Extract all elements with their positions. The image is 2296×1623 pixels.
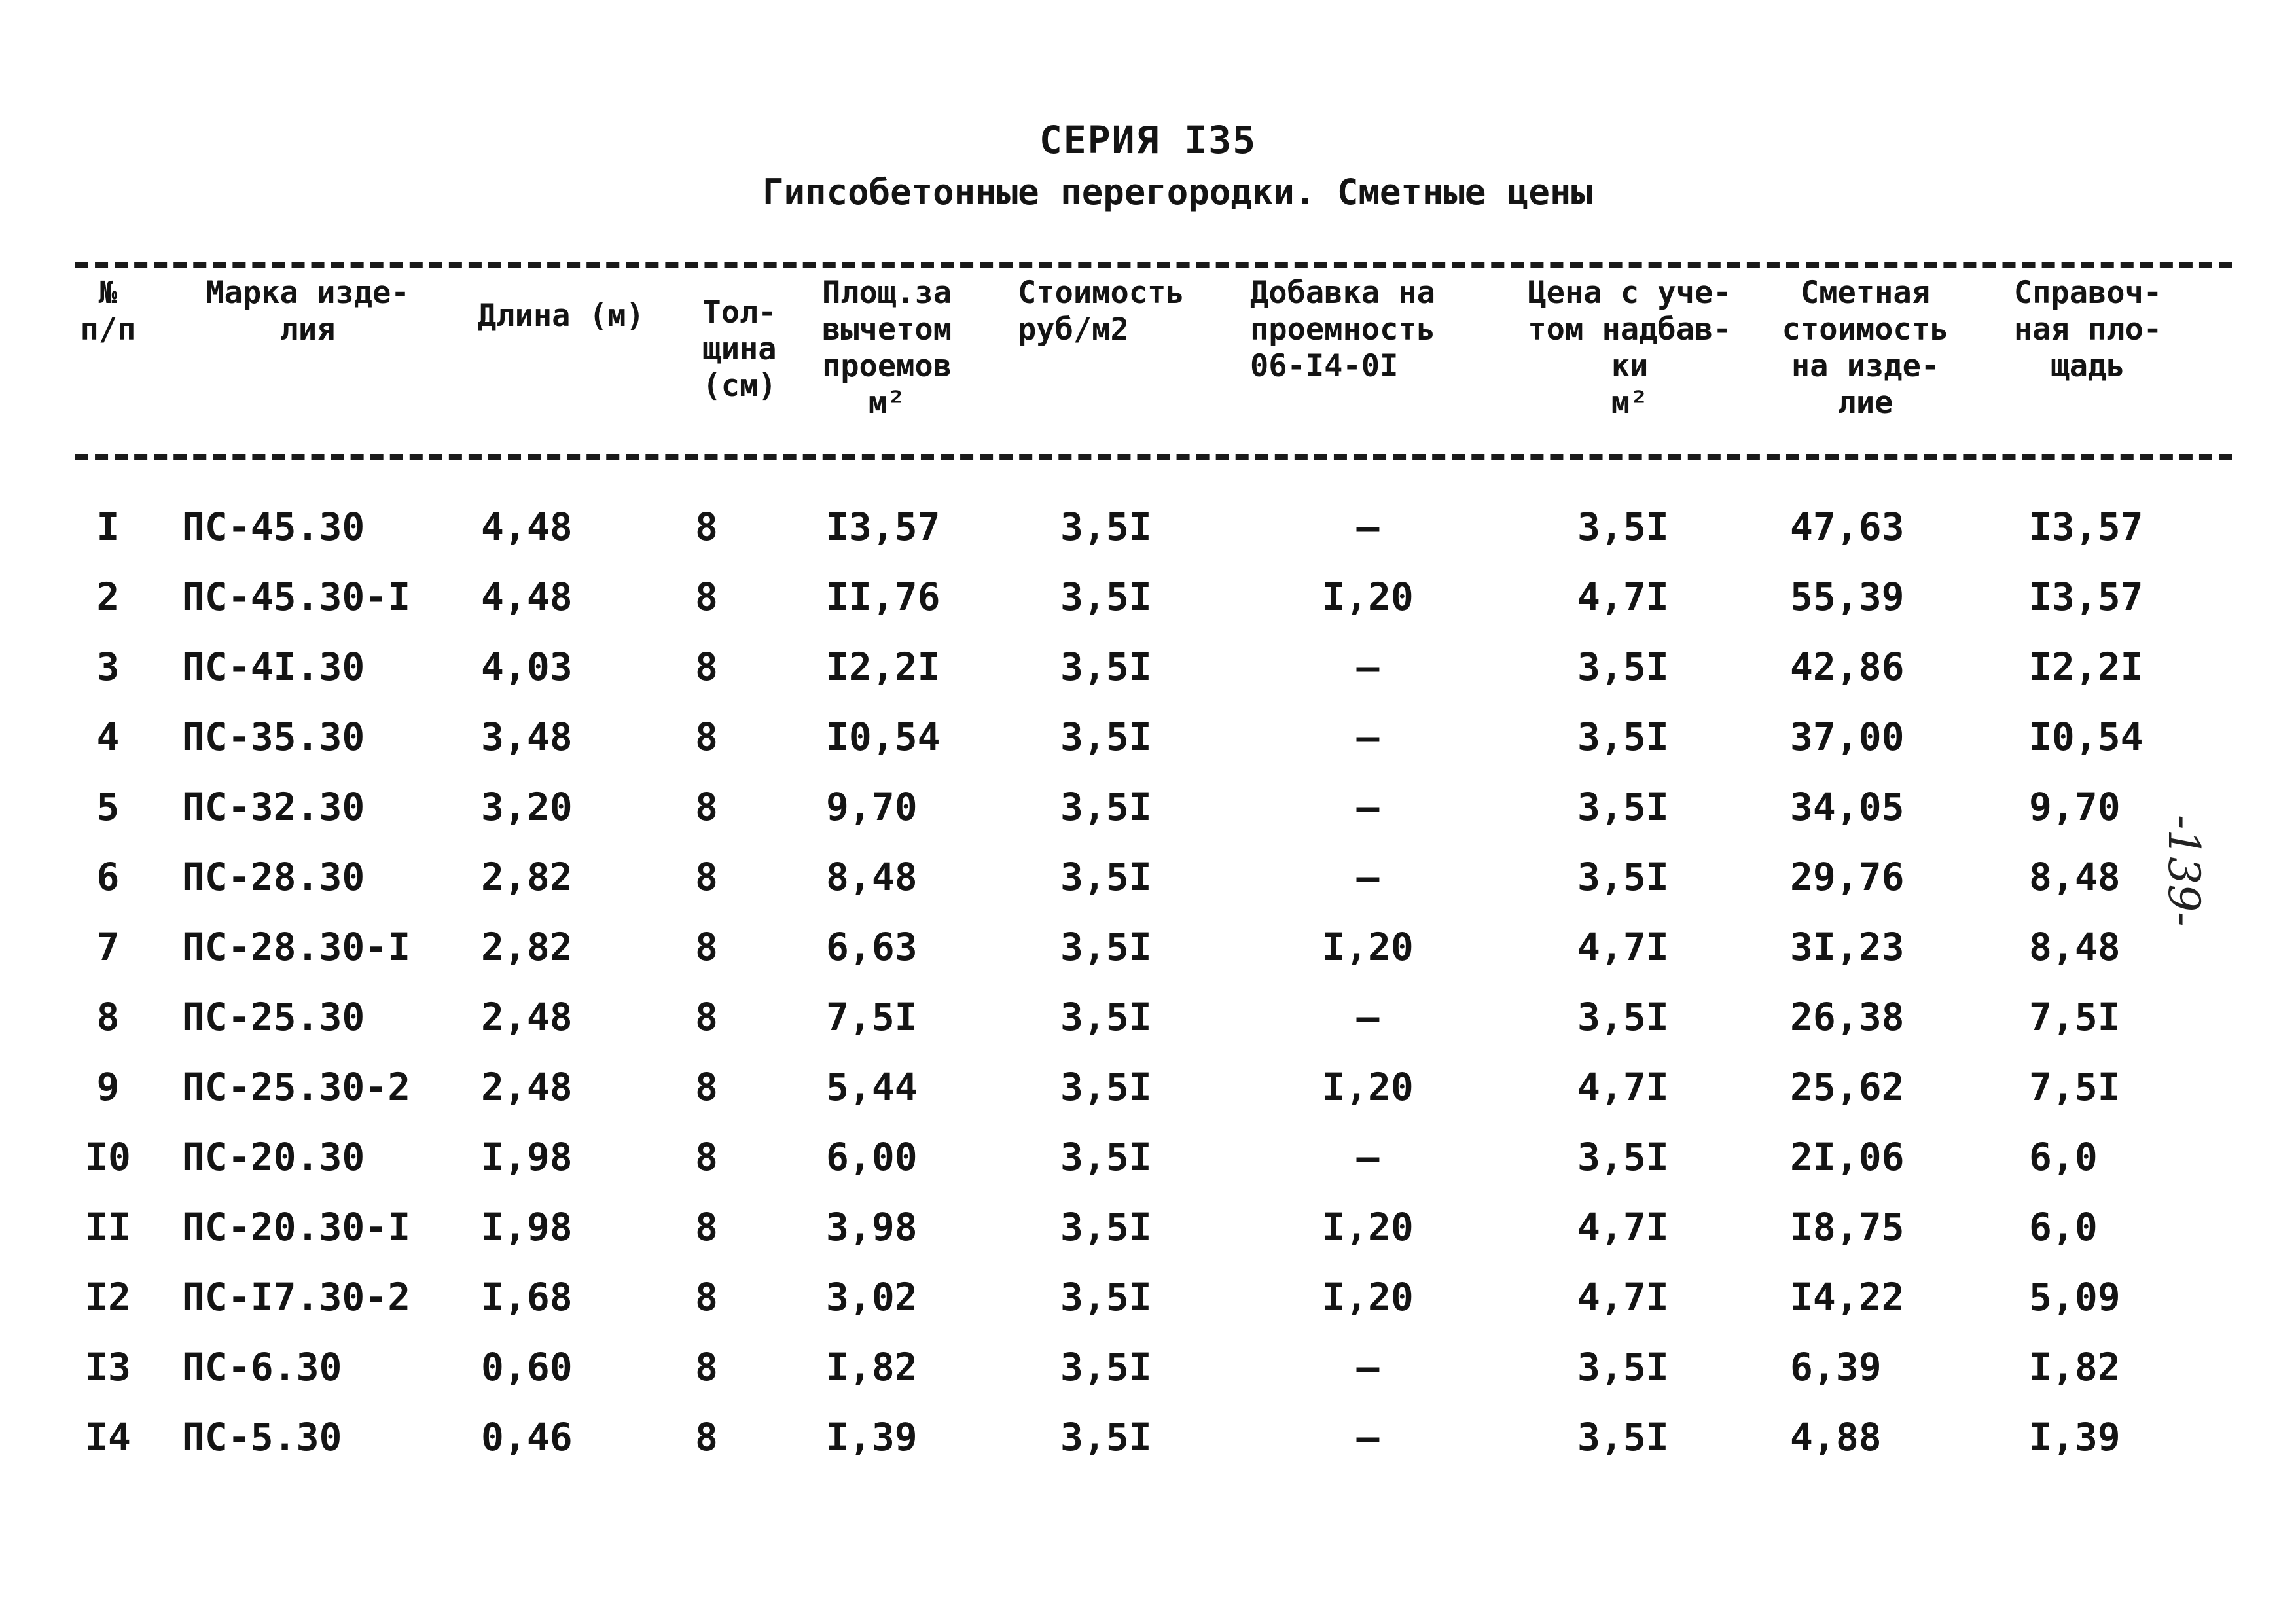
product-mark: ПС-I7.30-2 [182, 1275, 411, 1319]
thickness-value: 8 [695, 1205, 718, 1249]
row-number: I4 [85, 1415, 131, 1459]
price-value: 3,5I [1577, 995, 1669, 1039]
reference-area-value: I2,2I [2029, 645, 2144, 689]
product-mark: ПС-25.30 [182, 995, 365, 1039]
price-value: 3,5I [1577, 715, 1669, 759]
thickness-value: 8 [695, 575, 718, 619]
header-thickness: Тол- щина (см) [702, 294, 777, 404]
area-value: 3,98 [826, 1205, 918, 1249]
length-value: 3,48 [481, 715, 573, 759]
cost-value: 3,5I [1060, 1275, 1152, 1319]
table-row [0, 1128, 2296, 1186]
estimated-cost-value: 2I,06 [1790, 1135, 1905, 1179]
thickness-value: 8 [695, 1345, 718, 1389]
row-number: 7 [96, 925, 120, 969]
estimated-cost-value: 25,62 [1790, 1065, 1905, 1109]
price-value: 4,7I [1577, 575, 1669, 619]
header-reference: Справоч- ная пло- щадь [2013, 275, 2162, 384]
reference-area-value: I3,57 [2029, 575, 2144, 619]
addition-value: – [1356, 715, 1380, 759]
length-value: 3,20 [481, 785, 573, 829]
price-value: 3,5I [1577, 645, 1669, 689]
product-mark: ПС-28.30-I [182, 925, 411, 969]
area-value: 7,5I [826, 995, 918, 1039]
row-number: I0 [85, 1135, 131, 1179]
thickness-value: 8 [695, 995, 718, 1039]
length-value: I,98 [481, 1205, 573, 1249]
addition-value: I,20 [1322, 1065, 1414, 1109]
reference-area-value: I0,54 [2029, 715, 2144, 759]
cost-value: 3,5I [1060, 1345, 1152, 1389]
area-value: II,76 [826, 575, 941, 619]
cost-value: 3,5I [1060, 505, 1152, 549]
product-mark: ПС-4I.30 [182, 645, 365, 689]
cost-value: 3,5I [1060, 1135, 1152, 1179]
reference-area-value: 7,5I [2029, 1065, 2121, 1109]
price-value: 3,5I [1577, 855, 1669, 899]
row-number: 9 [96, 1065, 120, 1109]
table-row [0, 847, 2296, 906]
price-value: 4,7I [1577, 1065, 1669, 1109]
reference-area-value: I,82 [2029, 1345, 2121, 1389]
row-number: 5 [96, 785, 120, 829]
price-value: 3,5I [1577, 1135, 1669, 1179]
area-value: I0,54 [826, 715, 941, 759]
cost-value: 3,5I [1060, 1415, 1152, 1459]
length-value: 2,82 [481, 925, 573, 969]
cost-value: 3,5I [1060, 925, 1152, 969]
table-row [0, 1338, 2296, 1397]
header-length: Длина (м) [478, 298, 645, 334]
thickness-value: 8 [695, 925, 718, 969]
product-mark: ПС-20.30 [182, 1135, 365, 1179]
reference-area-value: 8,48 [2029, 855, 2121, 899]
estimated-cost-value: I4,22 [1790, 1275, 1905, 1319]
cost-value: 3,5I [1060, 1205, 1152, 1249]
header-area: Площ.за вычетом проемов м² [821, 275, 952, 421]
area-value: I3,57 [826, 505, 941, 549]
area-value: 6,00 [826, 1135, 918, 1179]
area-value: I2,2I [826, 645, 941, 689]
estimated-cost-value: 37,00 [1790, 715, 1905, 759]
reference-area-value: 7,5I [2029, 995, 2121, 1039]
table-row [0, 1268, 2296, 1327]
thickness-value: 8 [695, 1135, 718, 1179]
length-value: I,68 [481, 1275, 573, 1319]
thickness-value: 8 [695, 1065, 718, 1109]
price-value: 4,7I [1577, 925, 1669, 969]
cost-value: 3,5I [1060, 1065, 1152, 1109]
thickness-value: 8 [695, 785, 718, 829]
area-value: 9,70 [826, 785, 918, 829]
area-value: 3,02 [826, 1275, 918, 1319]
addition-value: – [1356, 785, 1380, 829]
estimated-cost-value: 26,38 [1790, 995, 1905, 1039]
price-value: 3,5I [1577, 785, 1669, 829]
cost-value: 3,5I [1060, 715, 1152, 759]
estimated-cost-value: 34,05 [1790, 785, 1905, 829]
product-mark: ПС-35.30 [182, 715, 365, 759]
price-value: 4,7I [1577, 1205, 1669, 1249]
length-value: 2,48 [481, 995, 573, 1039]
row-number: 8 [96, 995, 120, 1039]
thickness-value: 8 [695, 1275, 718, 1319]
reference-area-value: 5,09 [2029, 1275, 2121, 1319]
estimated-cost-value: 47,63 [1790, 505, 1905, 549]
addition-value: I,20 [1322, 1205, 1414, 1249]
thickness-value: 8 [695, 1415, 718, 1459]
table-row [0, 777, 2296, 836]
header-cost: Стоимость руб/м2 [1018, 275, 1185, 348]
estimated-cost-value: I8,75 [1790, 1205, 1905, 1249]
product-mark: ПС-45.30 [182, 505, 365, 549]
estimated-cost-value: 6,39 [1790, 1345, 1882, 1389]
table-row [0, 918, 2296, 976]
addition-value: – [1356, 505, 1380, 549]
cost-value: 3,5I [1060, 645, 1152, 689]
product-mark: ПС-5.30 [182, 1415, 342, 1459]
addition-value: – [1356, 1135, 1380, 1179]
estimated-cost-value: 42,86 [1790, 645, 1905, 689]
area-value: 5,44 [826, 1065, 918, 1109]
table-row [0, 988, 2296, 1046]
header-num: № п/п [80, 275, 136, 348]
length-value: 0,60 [481, 1345, 573, 1389]
addition-value: – [1356, 855, 1380, 899]
product-mark: ПС-6.30 [182, 1345, 342, 1389]
price-value: 4,7I [1577, 1275, 1669, 1319]
reference-area-value: 6,0 [2029, 1205, 2098, 1249]
addition-value: I,20 [1322, 1275, 1414, 1319]
product-mark: ПС-45.30-I [182, 575, 411, 619]
reference-area-value: I,39 [2029, 1415, 2121, 1459]
row-number: 3 [96, 645, 120, 689]
header-bottom-rule [75, 454, 2232, 460]
header-top-rule [75, 262, 2232, 268]
thickness-value: 8 [695, 645, 718, 689]
row-number: I [96, 505, 120, 549]
table-row [0, 707, 2296, 766]
header-addition: Добавка на проемность 06-I4-0I [1250, 275, 1435, 384]
price-value: 3,5I [1577, 505, 1669, 549]
estimated-cost-value: 3I,23 [1790, 925, 1905, 969]
length-value: 2,82 [481, 855, 573, 899]
area-value: I,39 [826, 1415, 918, 1459]
row-number: 4 [96, 715, 120, 759]
table-row [0, 1058, 2296, 1116]
cost-value: 3,5I [1060, 785, 1152, 829]
area-value: 6,63 [826, 925, 918, 969]
addition-value: I,20 [1322, 575, 1414, 619]
cost-value: 3,5I [1060, 855, 1152, 899]
product-mark: ПС-32.30 [182, 785, 365, 829]
reference-area-value: 9,70 [2029, 785, 2121, 829]
addition-value: – [1356, 995, 1380, 1039]
product-mark: ПС-25.30-2 [182, 1065, 411, 1109]
table-row [0, 567, 2296, 626]
area-value: 8,48 [826, 855, 918, 899]
addition-value: – [1356, 1345, 1380, 1389]
reference-area-value: I3,57 [2029, 505, 2144, 549]
thickness-value: 8 [695, 715, 718, 759]
thickness-value: 8 [695, 855, 718, 899]
area-value: I,82 [826, 1345, 918, 1389]
product-mark: ПС-28.30 [182, 855, 365, 899]
estimated-cost-value: 55,39 [1790, 575, 1905, 619]
length-value: 0,46 [481, 1415, 573, 1459]
table-row [0, 1198, 2296, 1257]
table-row [0, 497, 2296, 556]
reference-area-value: 6,0 [2029, 1135, 2098, 1179]
page-subtitle: Гипсобетонные перегородки. Сметные цены [762, 171, 1592, 213]
length-value: I,98 [481, 1135, 573, 1179]
row-number: II [85, 1205, 131, 1249]
row-number: 6 [96, 855, 120, 899]
length-value: 4,48 [481, 575, 573, 619]
product-mark: ПС-20.30-I [182, 1205, 411, 1249]
length-value: 2,48 [481, 1065, 573, 1109]
addition-value: – [1356, 1415, 1380, 1459]
price-value: 3,5I [1577, 1415, 1669, 1459]
header-mark: Марка изде- лия [206, 275, 410, 348]
series-title: СЕРИЯ I35 [1039, 118, 1257, 162]
estimated-cost-value: 4,88 [1790, 1415, 1882, 1459]
table-row [0, 1408, 2296, 1467]
header-price: Цена с уче- том надбав- ки м² [1528, 275, 1732, 421]
row-number: 2 [96, 575, 120, 619]
addition-value: – [1356, 645, 1380, 689]
estimated-cost-value: 29,76 [1790, 855, 1905, 899]
cost-value: 3,5I [1060, 995, 1152, 1039]
price-value: 3,5I [1577, 1345, 1669, 1389]
row-number: I3 [85, 1345, 131, 1389]
row-number: I2 [85, 1275, 131, 1319]
header-estimated: Сметная стоимость на изде- лие [1782, 275, 1949, 421]
reference-area-value: 8,48 [2029, 925, 2121, 969]
addition-value: I,20 [1322, 925, 1414, 969]
thickness-value: 8 [695, 505, 718, 549]
length-value: 4,48 [481, 505, 573, 549]
length-value: 4,03 [481, 645, 573, 689]
cost-value: 3,5I [1060, 575, 1152, 619]
table-row [0, 637, 2296, 696]
page-number: -139- [2159, 815, 2209, 927]
